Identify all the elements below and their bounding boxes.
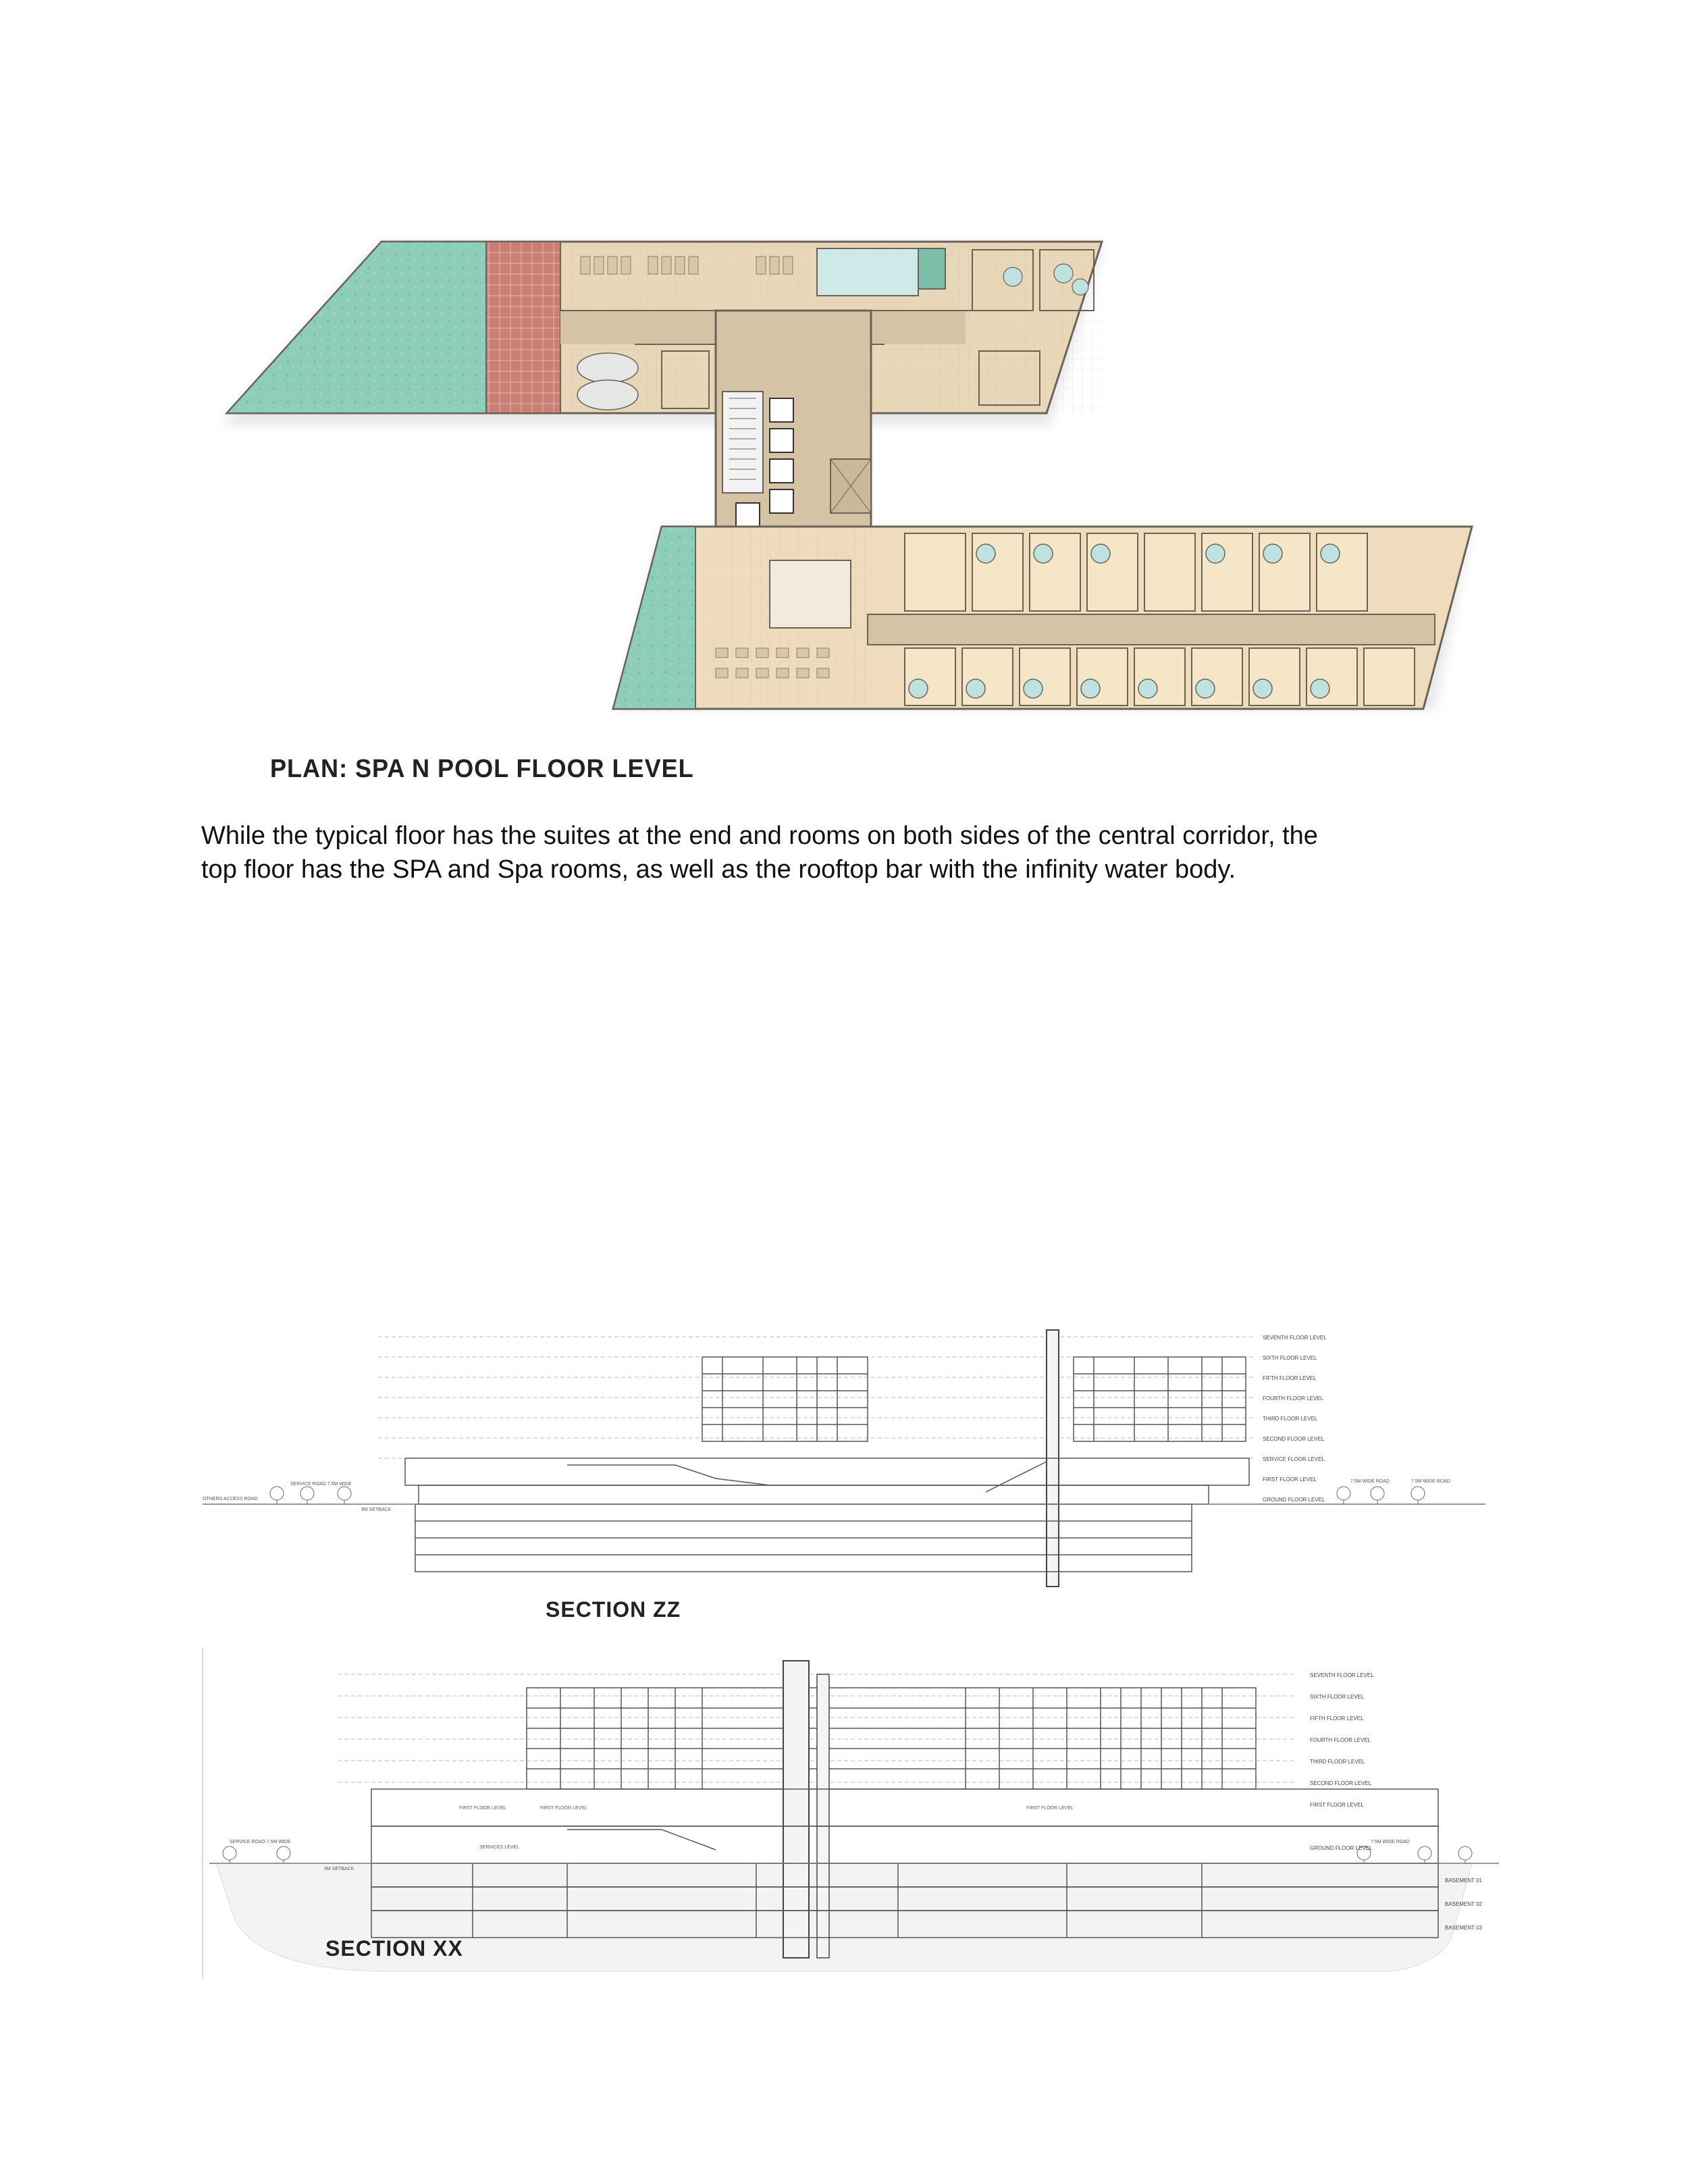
description-line-2: top floor has the SPA and Spa rooms, as well as the rooftop bar with the infinity water body. — [201, 855, 1236, 884]
zz-level-7: SEVENTH FLOOR LEVEL — [1263, 1335, 1327, 1341]
xx-level-1: FIRST FLOOR LEVEL — [1310, 1802, 1364, 1808]
zz-podium — [405, 1458, 1249, 1572]
xx-first-floor-label-1: FIRST FLOOR LEVEL — [459, 1806, 506, 1811]
xx-right-road: 7.5M WIDE ROAD — [1371, 1840, 1410, 1844]
infinity-water-body — [613, 527, 695, 709]
zz-level-4: FOURTH FLOOR LEVEL — [1263, 1395, 1324, 1402]
xx-services-label: SERVICES LEVEL — [479, 1845, 520, 1850]
section-zz-title: SECTION ZZ — [546, 1597, 681, 1622]
zz-level-ground: GROUND FLOOR LEVEL — [1263, 1497, 1325, 1503]
zz-right-road-2: 7.5M WIDE ROAD — [1411, 1479, 1450, 1484]
xx-level-5: FIFTH FLOOR LEVEL — [1310, 1715, 1364, 1722]
xx-level-3: THIRD FLOOR LEVEL — [1310, 1759, 1365, 1765]
zz-right-road-1: 7.5M WIDE ROAD — [1350, 1479, 1390, 1484]
zz-level-2: SECOND FLOOR LEVEL — [1263, 1436, 1325, 1442]
xx-lift-core — [783, 1661, 809, 1958]
zz-left-road: OTHERS ACCESS ROAD — [203, 1497, 258, 1501]
spa-pool-floor-plan — [203, 236, 1512, 763]
zz-level-5: FIFTH FLOOR LEVEL — [1263, 1375, 1317, 1381]
xx-level-6: SIXTH FLOOR LEVEL — [1310, 1694, 1365, 1700]
upper-wing — [227, 242, 1102, 413]
zz-level-6: SIXTH FLOOR LEVEL — [1263, 1355, 1317, 1361]
zz-level-service: SERVICE FLOOR LEVEL — [1263, 1456, 1325, 1462]
xx-level-ground: GROUND FLOOR LEVEL — [1310, 1845, 1373, 1851]
xx-level-7: SEVENTH FLOOR LEVEL — [1310, 1672, 1374, 1678]
xx-first-floor-label-3: FIRST FLOOR LEVEL — [1026, 1806, 1074, 1811]
zz-service-road: SERVICE ROAD 7.5M WIDE — [290, 1482, 352, 1487]
terrace-garden — [227, 242, 486, 413]
pool-deck — [486, 242, 560, 413]
xx-setback: 9M SETBACK — [324, 1867, 354, 1871]
zz-level-1: FIRST FLOOR LEVEL — [1263, 1476, 1317, 1483]
xx-left-road: SERVICE ROAD 7.5M WIDE — [230, 1840, 291, 1844]
description-line-1: While the typical floor has the suites at the end and rooms on both sides of the central corridor, the — [201, 822, 1318, 850]
section-xx-drawing — [189, 1647, 1512, 1978]
xx-basement-3: BASEMENT 03 — [1445, 1925, 1482, 1931]
zz-right-tower — [1074, 1357, 1246, 1441]
section-zz-drawing — [189, 1323, 1512, 1593]
plan-title: PLAN: SPA N POOL FLOOR LEVEL — [270, 755, 694, 783]
description-paragraph — [201, 819, 1484, 886]
xx-basement-2: BASEMENT 02 — [1445, 1901, 1482, 1907]
xx-level-2: SECOND FLOOR LEVEL — [1310, 1780, 1372, 1786]
xx-level-4: FOURTH FLOOR LEVEL — [1310, 1737, 1371, 1743]
xx-tower — [527, 1688, 1256, 1789]
zz-left-tower — [702, 1357, 868, 1441]
zz-level-3: THIRD FLOOR LEVEL — [1263, 1416, 1318, 1422]
section-xx-title: SECTION XX — [325, 1936, 463, 1961]
lower-wing — [613, 527, 1472, 709]
xx-first-floor-label-2: FIRST FLOOR LEVEL — [540, 1806, 587, 1811]
zz-setback: 9M SETBACK — [361, 1508, 392, 1512]
xx-basement-1: BASEMENT 01 — [1445, 1877, 1482, 1884]
